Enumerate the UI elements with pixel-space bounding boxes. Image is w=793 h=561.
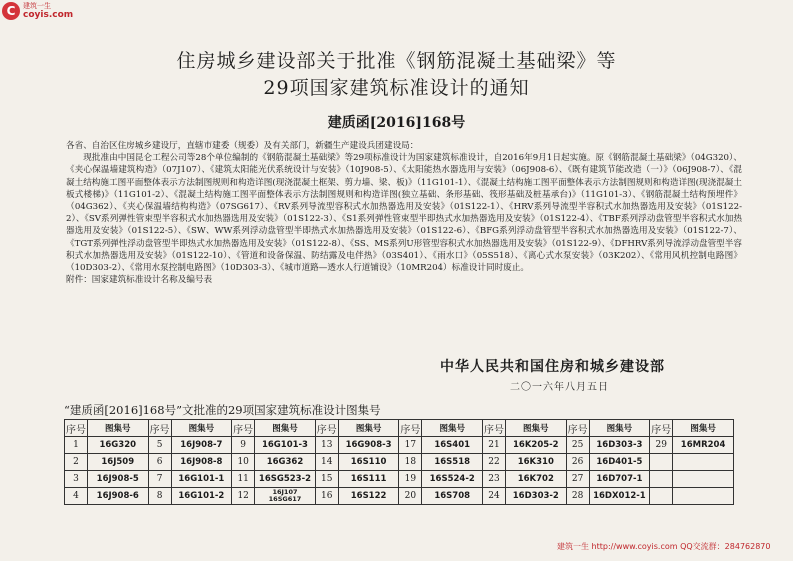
table-title: “建质函[2016]168号”文批准的29项国家建筑标准设计图集号 [64, 403, 381, 417]
code-cell: 16G362 [255, 454, 316, 471]
seq-cell [650, 488, 673, 505]
seq-cell: 16 [315, 488, 338, 505]
seq-cell: 5 [148, 437, 171, 454]
code-cell [673, 454, 734, 471]
seq-cell: 4 [65, 488, 88, 505]
table-row [65, 471, 734, 488]
seq-cell: 1 [65, 437, 88, 454]
code-cell [673, 488, 734, 505]
header-code: 图集号 [422, 420, 483, 437]
seq-cell: 13 [315, 437, 338, 454]
code-cell: 16G101-1 [171, 471, 232, 488]
seq-cell: 25 [566, 437, 589, 454]
code-cell: 16G320 [87, 437, 148, 454]
code-cell: 16DX012-1 [589, 488, 650, 505]
code-cell: 16D401-5 [589, 454, 650, 471]
code-cell: 16G101-3 [255, 437, 316, 454]
code-cell: 16J908-5 [87, 471, 148, 488]
code-cell: 16SG523-2 [255, 471, 316, 488]
header-seq: 序号 [399, 420, 422, 437]
seq-cell: 22 [483, 454, 506, 471]
seq-cell: 20 [399, 488, 422, 505]
code-cell [673, 471, 734, 488]
salutation: 各省、自治区住房城乡建设厅，直辖市建委（规委）及有关部门，新疆生产建设兵团建设局： [66, 141, 419, 151]
header-seq: 序号 [566, 420, 589, 437]
code-cell: 16MR204 [673, 437, 734, 454]
seq-cell [650, 454, 673, 471]
code-line: 16J107 [272, 488, 298, 496]
seq-cell: 7 [148, 471, 171, 488]
code-cell: 16S708 [422, 488, 483, 505]
code-cell: 16J908-7 [171, 437, 232, 454]
site-logo [2, 2, 73, 20]
header-seq: 序号 [315, 420, 338, 437]
notice-body: 现批准由中国昆仑工程公司等28个单位编制的《钢筋混凝土基础梁》等29项标准设计为国家建筑标准设计，自2016年9月1日起实施。原《钢筋混凝土基础梁》（04G320）、《夹心保温墙建筑构造》（07J107）、《建筑太阳能光伏系统设计与安装》（10J908-5）、《太阳能热水器选用与安装》（06J908-6）、《既有建筑节能改造（一）》（06J908-7）、《混凝土结构施工图平面整体表示方法制图规则和构造详图(现浇混凝土框架、剪力墙、梁、板)》（11G101-1）、《混凝土结构施工图平面整体表示方法制图规则和构造详图(现浇混凝土板式楼梯)》（11G101-2）、《混凝土结构施工图平面整体表示方法制图规则和构造详图(独立基础、条形基础、筏形基础及桩基承台)》（11G101-3）、《钢筋混凝土结构预埋件》（04G362）、《夹心保温墙结构构造》（07SG617）、《RV系列导流型容积式水加热器选用及安装》（01S122-1）、《HRV系列导流型半容积式水加热器选用及安装》（01S122-2）、《SV系列弹性管束型半容积式水加热器选用及安装》（01S122-3）、《S1系列弹性管束型半即热式水加热器选用及安装》（01S122-4）、《TBF系列浮动盘管型半容积式水加热器选用及安装》（01S122-5）、《SW、WW系列浮动盘管型半即热式水加热器选用及安装》（01S122-6）、《BFG系列浮动盘管型半容积式水加热器选用及安装》（01S122-7）、《TGT系列弹性浮动盘管型半即热式水加热器选用及安装》（01S122-8）、《SS、MS系列U形管型容积式水加热器选用及安装》（01S122-9）、《DFHRV系列导流浮动盘管型半容积式水加热器选用及安装》（01S122-10）、《管道和设备保温、防结露及电伴热》（03S401）、《雨水口》（05S518）、《离心式水泵安装》（03K202）、《常用风机控制电路图》（10D303-2）、《常用水泵控制电路图》（10D303-3）、《城市道路—透水人行道铺设》（10MR204）标准设计同时废止。 [66, 153, 742, 274]
header-code: 图集号 [589, 420, 650, 437]
code-cell: 16D303-3 [589, 437, 650, 454]
table-row [65, 454, 734, 471]
notice-title-line2: 29项国家建筑标准设计的通知 [263, 77, 530, 99]
notice-title-line1: 住房城乡建设部关于批准《钢筋混凝土基础梁》等 [176, 50, 617, 72]
seq-cell: 28 [566, 488, 589, 505]
code-cell: 16S401 [422, 437, 483, 454]
logo-name: 建筑一生 [23, 2, 51, 10]
table-header-row [65, 420, 734, 437]
notice-letter [66, 140, 742, 286]
seq-cell: 3 [65, 471, 88, 488]
header-code: 图集号 [673, 420, 734, 437]
header-code: 图集号 [255, 420, 316, 437]
code-cell: 16D303-2 [505, 488, 566, 505]
header-seq: 序号 [650, 420, 673, 437]
seq-cell: 21 [483, 437, 506, 454]
seq-cell: 18 [399, 454, 422, 471]
code-cell: 16S518 [422, 454, 483, 471]
logo-mark-icon: C [2, 2, 20, 20]
code-cell: 16J509 [87, 454, 148, 471]
seq-cell: 19 [399, 471, 422, 488]
code-cell: 16K205-2 [505, 437, 566, 454]
code-cell: 16J908-8 [171, 454, 232, 471]
code-cell: 16S111 [338, 471, 399, 488]
header-seq: 序号 [483, 420, 506, 437]
footer-watermark: 建筑一生 http://www.coyis.com QQ交流群：284762870 [557, 542, 771, 551]
seq-cell: 2 [65, 454, 88, 471]
issuing-authority: 中华人民共和国住房和城乡建设部 [440, 359, 665, 375]
seq-cell: 17 [399, 437, 422, 454]
code-cell: 16S524-2 [422, 471, 483, 488]
header-seq: 序号 [148, 420, 171, 437]
header-seq: 序号 [232, 420, 255, 437]
code-cell: 16K702 [505, 471, 566, 488]
table-row [65, 488, 734, 505]
header-code: 图集号 [505, 420, 566, 437]
header-code: 图集号 [87, 420, 148, 437]
document-number: 建质函[2016]168号 [327, 115, 466, 131]
issue-date: 二〇一六年八月五日 [510, 382, 609, 393]
code-cell-stacked [255, 488, 316, 505]
code-line: 16SG617 [268, 495, 302, 503]
header-code: 图集号 [338, 420, 399, 437]
header-code: 图集号 [171, 420, 232, 437]
atlas-table [64, 419, 734, 505]
attachment-note: 附件：国家建筑标准设计名称及编号表 [66, 275, 213, 286]
seq-cell: 15 [315, 471, 338, 488]
header-seq: 序号 [65, 420, 88, 437]
code-cell: 16S122 [338, 488, 399, 505]
seq-cell: 10 [232, 454, 255, 471]
seq-cell [650, 471, 673, 488]
code-cell: 16D707-1 [589, 471, 650, 488]
table-row [65, 437, 734, 454]
code-cell: 16S110 [338, 454, 399, 471]
seq-cell: 8 [148, 488, 171, 505]
seq-cell: 24 [483, 488, 506, 505]
seq-cell: 26 [566, 454, 589, 471]
seq-cell: 23 [483, 471, 506, 488]
code-cell: 16K310 [505, 454, 566, 471]
seq-cell: 6 [148, 454, 171, 471]
seq-cell: 9 [232, 437, 255, 454]
logo-domain: coyis.com [23, 10, 74, 20]
seq-cell: 29 [650, 437, 673, 454]
code-cell: 16J908-6 [87, 488, 148, 505]
seq-cell: 27 [566, 471, 589, 488]
logo-text [23, 2, 73, 20]
code-cell: 16G908-3 [338, 437, 399, 454]
code-cell: 16G101-2 [171, 488, 232, 505]
seq-cell: 11 [232, 471, 255, 488]
seq-cell: 14 [315, 454, 338, 471]
seq-cell: 12 [232, 488, 255, 505]
